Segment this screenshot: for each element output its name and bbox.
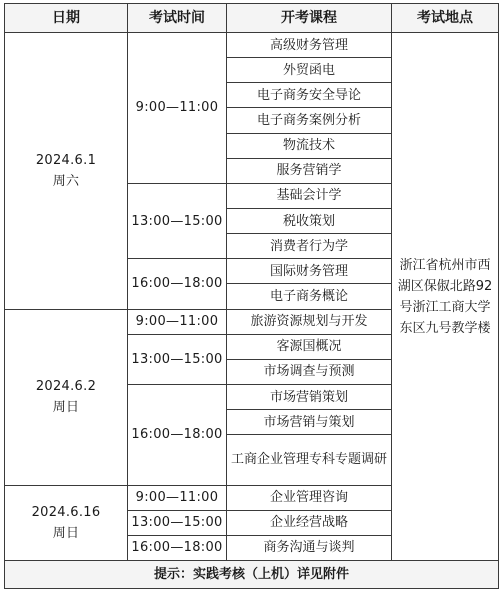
exam-course: 物流技术 <box>227 133 392 158</box>
exam-course: 市场调查与预测 <box>227 359 392 384</box>
header-course: 开考课程 <box>227 4 392 33</box>
exam-course: 电子商务安全导论 <box>227 83 392 108</box>
header-row <box>5 4 499 33</box>
exam-weekday: 周日 <box>52 400 80 416</box>
footer-row <box>5 561 499 589</box>
exam-date-cell <box>5 33 128 310</box>
exam-course: 电子商务概论 <box>227 284 392 309</box>
exam-schedule-table <box>4 3 499 589</box>
exam-course: 外贸函电 <box>227 58 392 83</box>
footer-note: 提示：实践考核（上机）详见附件 <box>5 561 499 589</box>
exam-course: 企业管理咨询 <box>227 485 392 510</box>
exam-date: 2024.6.16 <box>31 504 101 520</box>
exam-location: 浙江省杭州市西湖区保俶北路92号浙江工商大学东区九号教学楼 <box>392 33 499 561</box>
exam-course: 客源国概况 <box>227 334 392 359</box>
exam-time: 13:00—15:00 <box>128 183 227 258</box>
exam-course: 税收策划 <box>227 208 392 233</box>
exam-course: 服务营销学 <box>227 158 392 183</box>
exam-time: 13:00—15:00 <box>128 334 227 384</box>
exam-course: 市场营销策划 <box>227 384 392 409</box>
exam-course: 高级财务管理 <box>227 33 392 58</box>
exam-course: 基础会计学 <box>227 183 392 208</box>
schedule-row <box>5 33 499 58</box>
header-date: 日期 <box>5 4 128 33</box>
exam-weekday: 周六 <box>52 173 80 189</box>
exam-date: 2024.6.1 <box>35 152 97 168</box>
exam-course: 电子商务案例分析 <box>227 108 392 133</box>
exam-time: 16:00—18:00 <box>128 535 227 560</box>
header-time: 考试时间 <box>128 4 227 33</box>
exam-date: 2024.6.2 <box>35 379 97 395</box>
exam-course: 消费者行为学 <box>227 234 392 259</box>
header-location: 考试地点 <box>392 4 499 33</box>
exam-course: 工商企业管理专科专题调研 <box>227 435 392 485</box>
exam-course: 市场营销与策划 <box>227 410 392 435</box>
exam-time: 16:00—18:00 <box>128 384 227 485</box>
exam-time: 9:00—11:00 <box>128 309 227 334</box>
exam-course: 旅游资源规划与开发 <box>227 309 392 334</box>
exam-time: 9:00—11:00 <box>128 33 227 184</box>
exam-time: 9:00—11:00 <box>128 485 227 510</box>
exam-course: 国际财务管理 <box>227 259 392 284</box>
exam-date-cell <box>5 309 128 485</box>
exam-date-cell <box>5 485 128 560</box>
exam-course: 商务沟通与谈判 <box>227 535 392 560</box>
exam-time: 16:00—18:00 <box>128 259 227 309</box>
exam-time: 13:00—15:00 <box>128 510 227 535</box>
exam-course: 企业经营战略 <box>227 510 392 535</box>
exam-weekday: 周日 <box>52 525 80 541</box>
schedule-body <box>5 33 499 561</box>
